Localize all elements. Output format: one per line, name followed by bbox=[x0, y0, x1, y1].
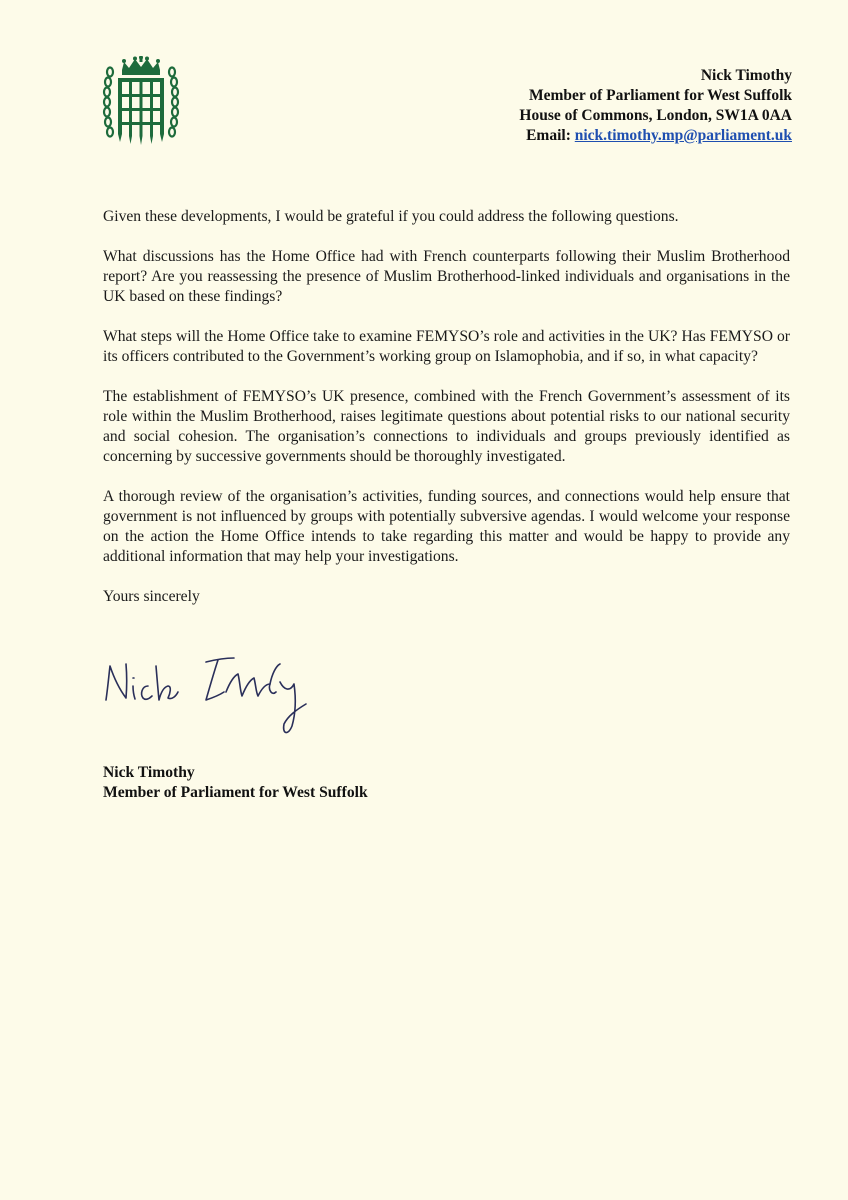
email-label: Email: bbox=[526, 127, 571, 144]
handwritten-signature bbox=[100, 646, 330, 746]
body-paragraph: A thorough review of the organisation’s activities, funding sources, and connections would help ensure that government is not influenced by groups with potentially subversive agendas. I would welcome your response on the action the Home Office intends to take regarding this matter and would be happy to provide any additional information that may help your investigations. bbox=[103, 488, 790, 565]
letter-body bbox=[103, 207, 790, 627]
portcullis-crest-icon bbox=[100, 56, 182, 148]
letterhead-name: Nick Timothy bbox=[700, 67, 792, 84]
email-link[interactable]: nick.timothy.mp@parliament.uk bbox=[574, 127, 792, 144]
body-paragraph: What discussions has the Home Office had with French counterparts following their Muslim Brotherhood report? Are you reassessing the presence of Muslim Brotherhood-linked individuals and organisations in the UK based on these findings? bbox=[103, 248, 790, 305]
closing-salutation: Yours sincerely bbox=[103, 588, 200, 605]
body-paragraph: Given these developments, I would be grateful if you could address the following questions. bbox=[103, 208, 679, 225]
body-paragraph: What steps will the Home Office take to examine FEMYSO’s role and activities in the UK? Has FEMYSO or its officers contributed to the Government’s working group on Islamophobia, and if so, in what capacity? bbox=[103, 328, 790, 365]
letterhead-role: Member of Parliament for West Suffolk bbox=[528, 87, 792, 104]
body-paragraph: The establishment of FEMYSO’s UK presence, combined with the French Government’s assessment of its role within the Muslim Brotherhood, raises legitimate questions about potential risks to our national security and social cohesion. The organisation’s connections to individuals and groups previously identified as concerning by successive governments should be thoroughly investigated. bbox=[103, 388, 790, 465]
letterhead-email-line bbox=[519, 126, 792, 146]
signoff-block bbox=[103, 763, 368, 803]
letterhead-address: House of Commons, London, SW1A 0AA bbox=[519, 107, 792, 124]
signoff-name: Nick Timothy bbox=[103, 764, 195, 781]
letterhead-address-block bbox=[519, 66, 792, 146]
signoff-role: Member of Parliament for West Suffolk bbox=[103, 784, 368, 801]
